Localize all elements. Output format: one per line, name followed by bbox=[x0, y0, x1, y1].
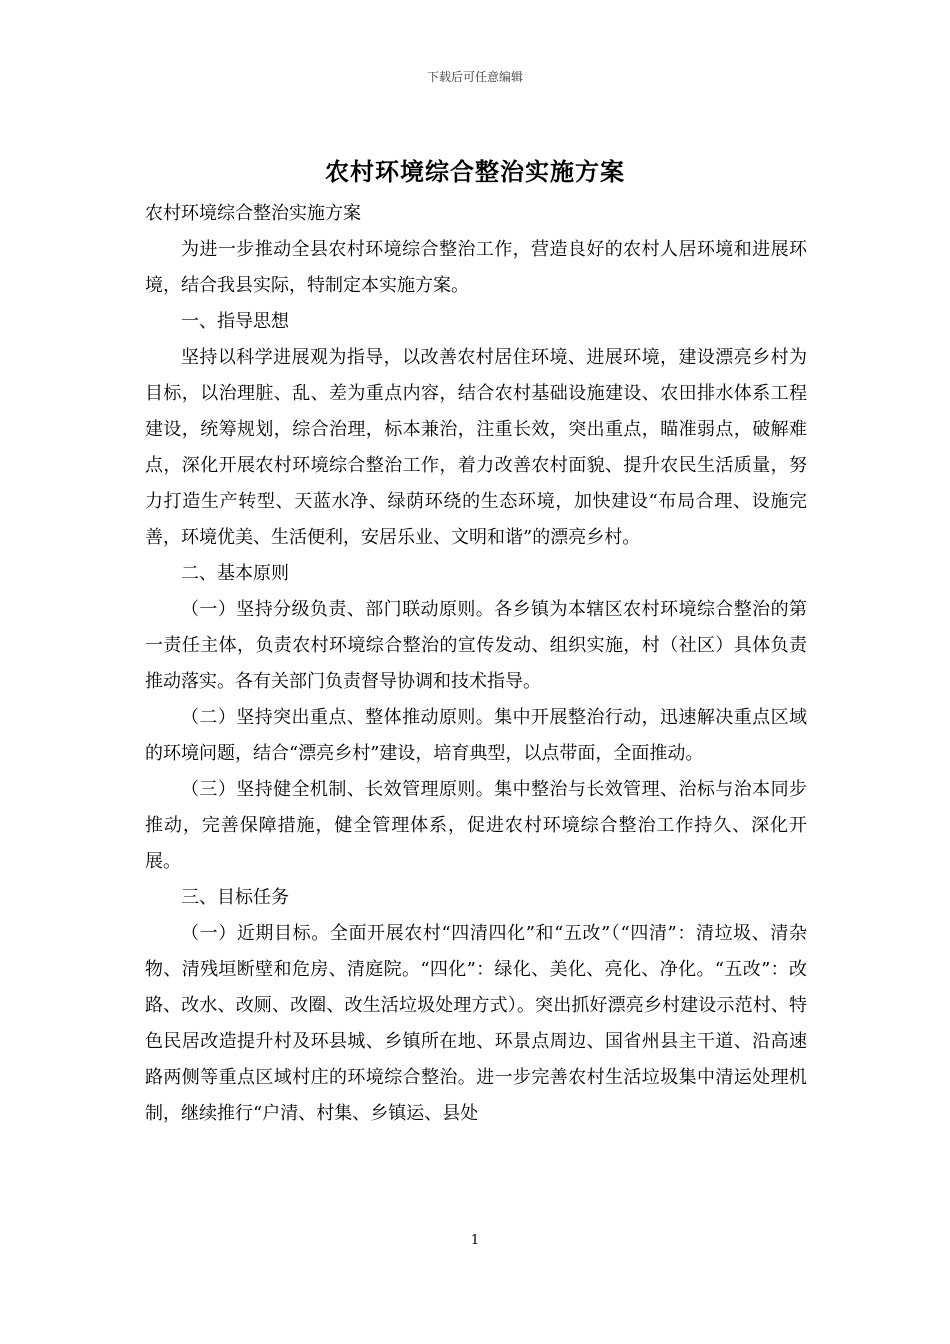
section-heading-guiding-ideology: 一、指导思想 bbox=[181, 311, 289, 332]
principle-1-paragraph: （一）坚持分级负责、部门联动原则。各乡镇为本辖区农村环境综合整治的第一责任主体，负责农村环境综合整治的宣传发动、组织实施，村（社区）具体负责推动落实。各有关部门负责督导协调和技术指导。 bbox=[145, 599, 807, 692]
principle-3-paragraph: （三）坚持健全机制、长效管理原则。集中整治与长效管理、治标与治本同步推动，完善保障措施，健全管理体系，促进农村环境综合整治工作持久、深化开展。 bbox=[145, 779, 807, 872]
document-body bbox=[145, 196, 807, 1132]
near-term-goal-paragraph: （一）近期目标。全面开展农村“四清四化”和“五改”（“四清”：清垃圾、清杂物、清残垣断壁和危房、清庭院。“四化”：绿化、美化、亮化、净化。“五改”：改路、改水、改厕、改圈、改生活垃圾处理方式）。突出抓好漂亮乡村建设示范村、特色民居改造提升村及环县城、乡镇所在地、环景点周边、国省州县主干道、沿高速路两侧等重点区域村庄的环境综合整治。进一步完善农村生活垃圾集中清运处理机制，继续推行“户清、村集、乡镇运、县处 bbox=[145, 923, 807, 1124]
header-note: 下载后可任意编辑 bbox=[426, 70, 523, 84]
section-heading-goals-tasks: 三、目标任务 bbox=[181, 887, 289, 908]
subtitle-line: 农村环境综合整治实施方案 bbox=[145, 203, 361, 224]
page-number: 1 bbox=[470, 1233, 480, 1248]
guiding-ideology-paragraph: 坚持以科学进展观为指导，以改善农村居住环境、进展环境，建设漂亮乡村为目标，以治理脏、乱、差为重点内容，结合农村基础设施建设、农田排水体系工程建设，统筹规划，综合治理，标本兼治，注重长效，突出重点，瞄准弱点，破解难点，深化开展农村环境综合整治工作，着力改善农村面貌、提升农民生活质量，努力打造生产转型、天蓝水净、绿荫环绕的生态环境，加快建设“布局合理、设施完善，环境优美、生活便利，安居乐业、文明和谐”的漂亮乡村。 bbox=[145, 347, 807, 548]
principle-2-paragraph: （二）坚持突出重点、整体推动原则。集中开展整治行动，迅速解决重点区域的环境问题，结合“漂亮乡村”建设，培育典型，以点带面，全面推动。 bbox=[145, 707, 807, 764]
document-title: 农村环境综合整治实施方案 bbox=[325, 157, 625, 186]
intro-paragraph: 为进一步推动全县农村环境综合整治工作，营造良好的农村人居环境和进展环境，结合我县实际，特制定本实施方案。 bbox=[145, 239, 807, 296]
section-heading-basic-principles: 二、基本原则 bbox=[181, 563, 289, 584]
